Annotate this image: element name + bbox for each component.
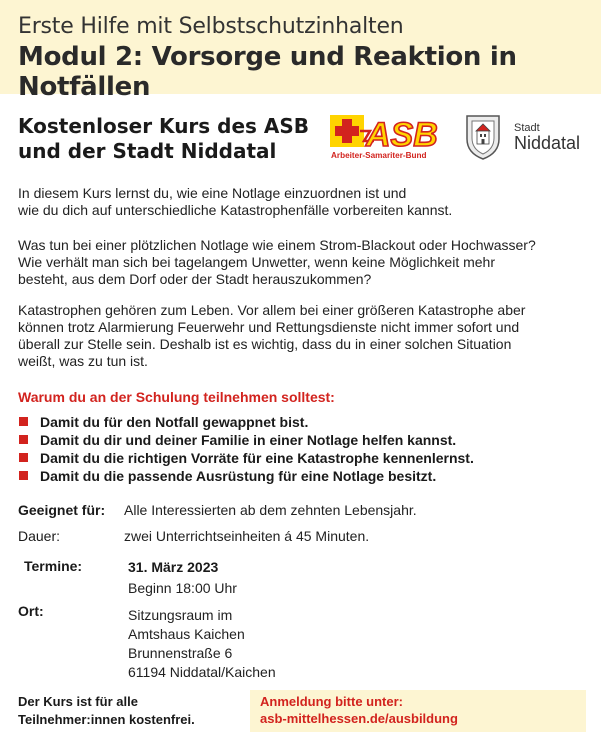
course-title-line: und der Stadt Niddatal bbox=[18, 139, 277, 163]
suitable-value: Alle Interessierten ab dem zehnten Lebensjahr. bbox=[124, 502, 417, 518]
duration-label: Dauer: bbox=[18, 528, 61, 544]
paragraph-line: weißt, was zu tun ist. bbox=[18, 353, 148, 369]
duration-value: zwei Unterrichtseinheiten á 45 Minuten. bbox=[124, 528, 370, 544]
bullet-square-icon bbox=[19, 435, 28, 444]
date-value: 31. März 2023 bbox=[128, 559, 219, 575]
address-line: Brunnenstraße 6 bbox=[128, 645, 233, 661]
paragraph-line: Was tun bei einer plötzlichen Notlage wie einem Strom-Blackout oder Hochwasser? bbox=[18, 237, 536, 253]
address-line: Sitzungsraum im bbox=[128, 607, 233, 623]
asb-logo-subtitle: Arbeiter-Samariter-Bund bbox=[331, 151, 427, 160]
place-label: Ort: bbox=[18, 603, 44, 619]
list-item bbox=[18, 413, 474, 431]
list-item bbox=[18, 449, 474, 467]
registration-link[interactable]: asb-mittelhessen.de/ausbildung bbox=[260, 711, 458, 726]
intro-paragraph bbox=[18, 185, 588, 219]
question-paragraph bbox=[18, 237, 588, 288]
list-item bbox=[18, 431, 474, 449]
reason-text: Damit du die richtigen Vorräte für eine Katastrophe kennenlernst. bbox=[40, 450, 474, 466]
paragraph-line: Katastrophen gehören zum Leben. Vor allem bei einer größeren Katastrophe aber bbox=[18, 302, 526, 318]
registration-box bbox=[250, 690, 586, 732]
reasons-list bbox=[18, 413, 474, 485]
free-course-note bbox=[18, 693, 195, 729]
paragraph-line: In diesem Kurs lernst du, wie eine Notlage einzuordnen ist und bbox=[18, 185, 407, 201]
bullet-square-icon bbox=[19, 417, 28, 426]
free-note-line: Teilnehmer:innen kostenfrei. bbox=[18, 712, 195, 727]
suitable-label: Geeignet für: bbox=[18, 502, 106, 518]
registration-label: Anmeldung bitte unter: bbox=[260, 694, 403, 709]
city-logo-small: Stadt bbox=[514, 122, 540, 134]
list-item bbox=[18, 467, 474, 485]
bullet-square-icon bbox=[19, 453, 28, 462]
dates-label: Termine: bbox=[24, 558, 83, 574]
course-title bbox=[18, 114, 318, 164]
asb-logo bbox=[330, 113, 438, 161]
niddatal-logo bbox=[466, 113, 586, 161]
place-address bbox=[128, 606, 276, 682]
header-banner bbox=[0, 0, 601, 102]
city-logo-name: Niddatal bbox=[514, 133, 581, 153]
reason-text: Damit du dir und deiner Familie in einer Notlage helfen kannst. bbox=[40, 432, 457, 448]
context-paragraph bbox=[18, 302, 588, 370]
address-line: Amtshaus Kaichen bbox=[128, 626, 245, 642]
free-note-line: Der Kurs ist für alle bbox=[18, 694, 138, 709]
asb-logo-text: ASB bbox=[366, 116, 438, 154]
time-value: Beginn 18:00 Uhr bbox=[128, 580, 237, 596]
paragraph-line: Wie verhält man sich bei tagelangem Unwetter, wenn keine Möglichkeit mehr bbox=[18, 254, 496, 270]
module-title: Modul 2: Vorsorge und Reaktion in Notfällen bbox=[18, 42, 517, 102]
paragraph-line: überall zur Stelle sein. Deshalb ist es wichtig, dass du in einer solchen Situation bbox=[18, 336, 512, 352]
bullet-square-icon bbox=[19, 471, 28, 480]
reason-text: Damit du für den Notfall gewappnet bist. bbox=[40, 414, 309, 430]
address-line: 61194 Niddatal/Kaichen bbox=[128, 664, 276, 680]
paragraph-line: besteht, aus dem Dorf oder der Stadt herauszukommen? bbox=[18, 271, 372, 287]
paragraph-line: wie du dich auf unterschiedliche Katastrophenfälle vorbereiten kannst. bbox=[18, 202, 453, 218]
paragraph-line: können trotz Alarmierung Feuerwehr und Rettungsdienste nicht immer sofort und bbox=[18, 319, 520, 335]
module-subtitle: Erste Hilfe mit Selbstschutzinhalten bbox=[18, 14, 404, 39]
reason-text: Damit du die passende Ausrüstung für eine Notlage besitzt. bbox=[40, 468, 437, 484]
course-title-line: Kostenloser Kurs des ASB bbox=[18, 114, 310, 138]
why-heading: Warum du an der Schulung teilnehmen solltest: bbox=[18, 389, 335, 405]
